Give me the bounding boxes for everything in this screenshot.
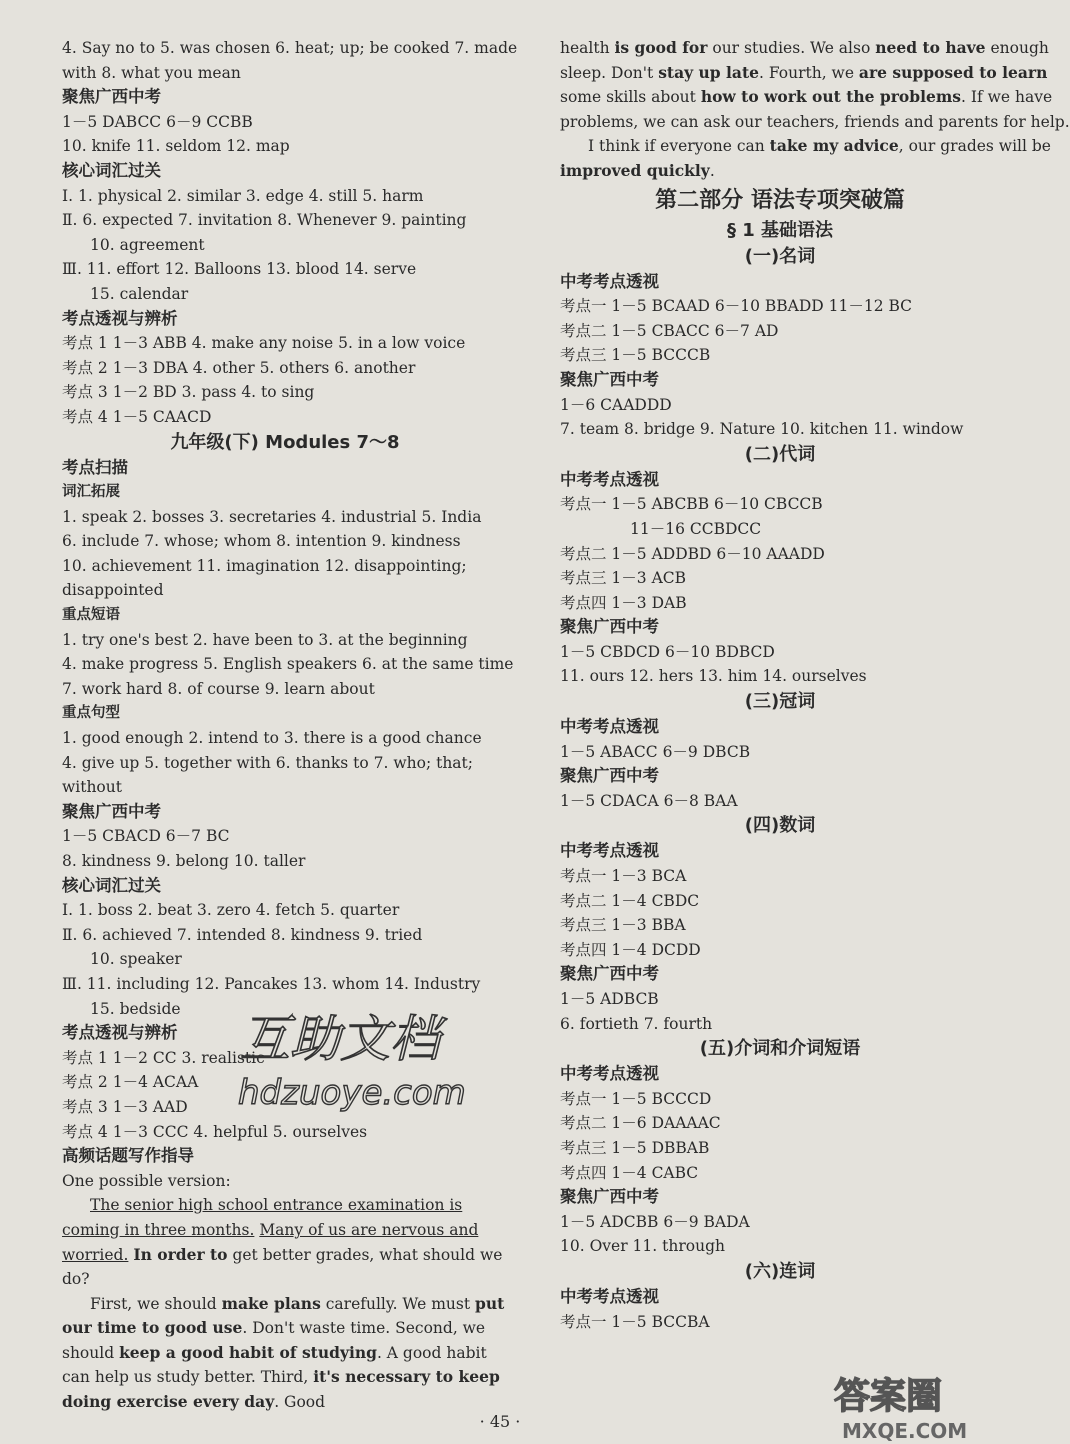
section-heading: 中考考点透视: [560, 1286, 659, 1306]
answer-line: 考点 3 1－2 BD 3. pass 4. to sing: [62, 383, 315, 402]
centered-title: (五)介词和介词短语: [699, 1038, 861, 1060]
section-heading: 核心词汇过关: [62, 875, 161, 895]
answer-line: 考点四 1－4 DCDD: [560, 940, 701, 959]
section-heading: 聚焦广西中考: [560, 766, 659, 786]
answer-line: 6. include 7. whose; whom 8. intention 9. kindness: [62, 532, 461, 551]
subsection-heading: 重点短语: [62, 607, 120, 624]
section-heading: 核心词汇过关: [62, 160, 161, 180]
answer-line: 考点二 1－4 CBDC: [560, 891, 700, 910]
answer-line: 考点 3 1－3 AAD: [62, 1097, 188, 1116]
essay-continuation: [560, 36, 1070, 184]
section-heading: 考点透视与辨析: [62, 308, 178, 328]
answer-line: 15. calendar: [90, 284, 189, 303]
section-heading: 聚焦广西中考: [560, 617, 659, 637]
corner-watermark: [832, 1370, 1000, 1444]
section-heading: 考点扫描: [62, 457, 128, 477]
centered-title: (三)冠词: [744, 691, 816, 713]
answer-line: 10. achievement 11. imagination 12. disappointing;: [62, 556, 467, 575]
answer-line: Ⅱ. 6. expected 7. invitation 8. Whenever 9. painting: [62, 211, 467, 230]
answer-line: 1. speak 2. bosses 3. secretaries 4. industrial 5. India: [62, 507, 482, 526]
essay-line: some skills about how to work out the problems. If we have: [560, 87, 1053, 107]
answer-line: 1－5 ADCBB 6－9 BADA: [560, 1212, 750, 1231]
answer-line: 15. bedside: [90, 999, 181, 1018]
right-answer-lines: [560, 184, 1000, 1335]
answer-line: 考点 1 1－3 ABB 4. make any noise 5. in a low voice: [62, 334, 466, 353]
answer-line: 考点二 1－5 CBACC 6－7 AD: [560, 321, 779, 340]
answer-line: disappointed: [62, 581, 164, 600]
answer-line: Ⅰ. 1. boss 2. beat 3. zero 4. fetch 5. quarter: [62, 901, 400, 920]
answer-line: without: [62, 778, 122, 797]
subsection-heading: 重点句型: [62, 705, 120, 722]
part-title: 第二部分 语法专项突破篇: [655, 187, 905, 213]
answer-line: with 8. what you mean: [62, 63, 241, 82]
centered-title: (二)代词: [744, 443, 816, 465]
section-heading: 中考考点透视: [560, 717, 659, 737]
answer-line: 考点三 1－5 BCCCB: [560, 346, 711, 365]
centered-title: (一)名词: [744, 245, 816, 267]
answer-line: 1. try one's best 2. have been to 3. at the beginning: [62, 630, 468, 649]
answer-line: 4. give up 5. together with 6. thanks to 7. who; that;: [62, 753, 473, 772]
section-heading: 高频话题写作指导: [62, 1146, 194, 1166]
section-heading: 聚焦广西中考: [62, 87, 161, 107]
section-heading: 中考考点透视: [560, 841, 659, 861]
watermark-text-cn: 互助文档: [240, 1010, 440, 1068]
left-column: [62, 36, 518, 1415]
essay: [62, 1193, 508, 1414]
answer-line: 10. knife 11. seldom 12. map: [62, 137, 290, 156]
right-column: [560, 36, 1070, 1334]
answer-line: 考点一 1－5 BCCCD: [560, 1089, 712, 1108]
answer-line: 4. make progress 5. English speakers 6. at the same time: [62, 655, 514, 674]
section-heading: 中考考点透视: [560, 469, 659, 489]
answer-line: 11－16 CCBDCC: [630, 519, 762, 538]
essay-line: health is good for our studies. We also need to have enough: [560, 38, 1049, 57]
answer-line: 考点三 1－3 BBA: [560, 916, 686, 935]
section-heading: 考点透视与辨析: [62, 1023, 178, 1043]
answer-line: 1－5 CDACA 6－8 BAA: [560, 791, 738, 810]
essay-line: improved quickly.: [560, 160, 715, 180]
answer-line: 考点 4 1－5 CAACD: [62, 407, 212, 426]
section-heading: 聚焦广西中考: [560, 1187, 659, 1207]
answer-line: Ⅰ. 1. physical 2. similar 3. edge 4. still 5. harm: [62, 186, 424, 205]
answer-line: 1－6 CAADDD: [560, 395, 672, 414]
answer-line: 1. good enough 2. intend to 3. there is a good chance: [62, 729, 482, 748]
answer-line: 10. speaker: [90, 950, 182, 969]
answer-line: 考点 4 1－3 CCC 4. helpful 5. ourselves: [62, 1122, 368, 1141]
answer-line: 11. ours 12. hers 13. him 14. ourselves: [560, 667, 867, 686]
centered-title: (四)数词: [744, 815, 816, 837]
essay-paragraph-2: First, we should make plans carefully. We must put our time to good use. Don't waste time. Second, we should keep a good habit of studying. A good habit can help us study better. Third, it's necessary to keep doing exercise every day. Good: [62, 1293, 505, 1412]
answer-line: 8. kindness 9. belong 10. taller: [62, 852, 306, 870]
answer-line: Ⅱ. 6. achieved 7. intended 8. kindness 9. tried: [62, 925, 423, 944]
answer-line: 考点一 1－5 ABCBB 6－10 CBCCB: [560, 495, 823, 514]
answer-line: 考点 2 1－4 ACAA: [62, 1073, 199, 1092]
section-heading: 中考考点透视: [560, 271, 659, 291]
centered-title: § 1 基础语法: [726, 219, 834, 241]
essay-line: problems, we can ask our teachers, friends and parents for help.: [560, 112, 1070, 131]
corner-watermark-cn: 答案圈: [834, 1376, 943, 1417]
essay-line: I think if everyone can take my advice, our grades will be: [588, 136, 1051, 156]
answer-line: 考点二 1－6 DAAAAC: [560, 1114, 721, 1133]
section-heading: 中考考点透视: [560, 1064, 659, 1084]
answer-line: 考点 1 1－2 CC 3. realistic: [62, 1048, 265, 1067]
answer-line: One possible version:: [62, 1171, 231, 1190]
answer-line: 考点一 1－3 BCA: [560, 867, 687, 886]
section-heading: 聚焦广西中考: [62, 801, 161, 821]
section-heading: 聚焦广西中考: [560, 964, 659, 984]
answer-line: 考点四 1－4 CABC: [560, 1163, 699, 1182]
answer-line: 考点一 1－5 BCCBA: [560, 1312, 710, 1331]
centered-title: (六)连词: [744, 1260, 816, 1282]
answer-line: 考点四 1－3 DAB: [560, 593, 687, 612]
essay-line: sleep. Don't stay up late. Fourth, we are supposed to learn: [560, 62, 1048, 82]
left-answer-lines: [62, 36, 518, 1193]
answer-line: 4. Say no to 5. was chosen 6. heat; up; be cooked 7. made: [62, 39, 518, 57]
answer-line: 1－5 DABCC 6－9 CCBB: [62, 112, 253, 131]
answer-line: 考点 2 1－3 DBA 4. other 5. others 6. another: [62, 358, 416, 377]
answer-line: 考点二 1－5 ADDBD 6－10 AAADD: [560, 544, 825, 563]
answer-line: 考点一 1－5 BCAAD 6－10 BBADD 11－12 BC: [560, 297, 913, 316]
answer-line: 7. team 8. bridge 9. Nature 10. kitchen 11. window: [560, 420, 964, 439]
answer-line: 10. agreement: [90, 235, 205, 254]
answer-line: 1－5 ABACC 6－9 DBCB: [560, 742, 751, 761]
answer-line: 1－5 CBACD 6－7 BC: [62, 827, 230, 846]
answer-line: 7. work hard 8. of course 9. learn about: [62, 679, 375, 698]
page-number: · 45 ·: [479, 1412, 521, 1431]
centered-title: 九年级(下) Modules 7～8: [170, 431, 400, 453]
answer-line: 考点三 1－5 DBBAB: [560, 1138, 710, 1157]
answer-line: 6. fortieth 7. fourth: [560, 1014, 713, 1033]
essay-paragraph-1: The senior high school entrance examination is coming in three months. Many of us are nervous and worried. In order to get better grades, what should we do?: [62, 1196, 503, 1289]
answer-line: 10. Over 11. through: [560, 1237, 725, 1256]
answer-line: Ⅲ. 11. including 12. Pancakes 13. whom 14. Industry: [62, 974, 481, 993]
answer-line: Ⅲ. 11. effort 12. Balloons 13. blood 14. serve: [62, 260, 417, 279]
corner-watermark-url: MXQE.COM: [842, 1419, 968, 1443]
answer-line: 1－5 CBDCD 6－10 BDBCD: [560, 642, 775, 661]
subsection-heading: 词汇拓展: [62, 484, 120, 501]
watermark-text-url: hdzuoye.com: [238, 1073, 466, 1113]
section-heading: 聚焦广西中考: [560, 369, 659, 389]
answer-line: 考点三 1－3 ACB: [560, 569, 687, 588]
answer-line: 1－5 ADBCB: [560, 990, 659, 1008]
